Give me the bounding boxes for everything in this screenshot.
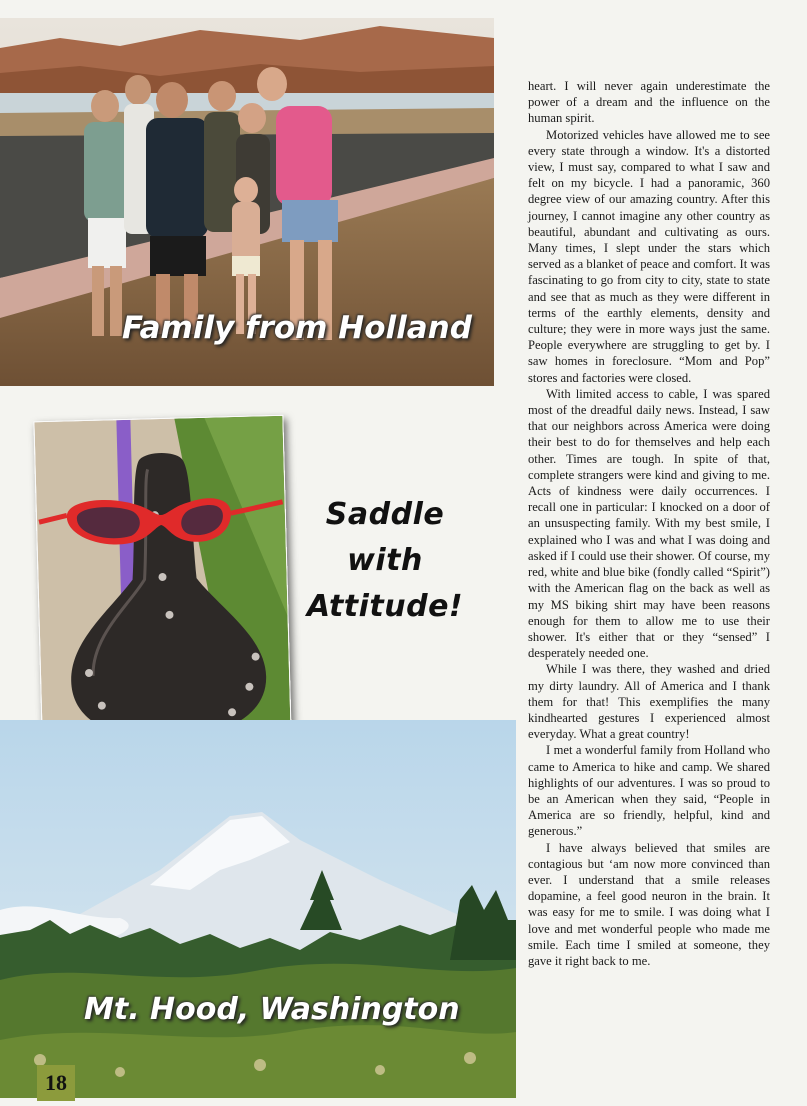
article-column xyxy=(528,78,770,969)
mountain-photo xyxy=(0,720,516,1098)
saddle-title xyxy=(300,492,470,630)
article-paragraph: I met a wonderful family from Holland who came to America to hike and camp. We shared highlights of our adventures. I was so proud to be an American when they said, “People in America are so friendly, helpful, kind and generous.” xyxy=(528,743,770,839)
family-caption: Family from Holland xyxy=(122,310,472,346)
article-paragraph: While I was there, they washed and dried my dirty laundry. All of America and I thank them for that! This exemplifies the many kindhearted gestures I experienced almost everyday. What a great country! xyxy=(528,662,770,742)
saddle-title-line1: Saddle xyxy=(325,497,445,532)
article-paragraph: With limited access to cable, I was spared most of the dreadful daily news. Instead, I saw that our neighbors across America were doing their best to do for themselves and help each other. Times are tough. In spite of that, complete strangers were kind and giving to me. Acts of kindness were daily occurrences. I recall one in particular: I knocked on a door of an unsuspecting family. With my best smile, I explained who I was and what I was doing and asked if I could use their shower. Of course, my red, white and blue bike (fondly called “Spirit”) with the American flag on the back as well as my MS biking shirt may have been reasons enough for them to allow me to use their shower. It's either that or they “sensed” I desperately needed one. xyxy=(528,386,770,661)
page-number: 18 xyxy=(37,1065,75,1101)
article-paragraph: heart. I will never again underestimate the power of a dream and the influence on the human spirit. xyxy=(528,79,770,126)
mountain-illustration xyxy=(0,720,516,1098)
saddle-title-line3: Attitude! xyxy=(306,589,464,624)
article-paragraph: Motorized vehicles have allowed me to see every state through a window. It's a distorted view, I must say, compared to what I saw and felt on my bicycle. I had a panoramic, 360 degree view of our amazing country. After this journey, I cannot imagine any other country as beautiful, abundant and cultivating as ours. Many times, I slept under the stars which served as a blanket of peace and comfort. It was fascinating to go from city to city, state to state and see that as much as they were different in terms of the earthly elements, density and culture; they were in more ways just the same. People everywhere are struggling to get by. I saw homes in foreclosure. “Mom and Pop” stores and factories were closed. xyxy=(528,127,770,385)
saddle-title-line2: with xyxy=(347,543,423,578)
article-paragraph: I have always believed that smiles are contagious but ‘am now more convinced than ever. I understand that a smile releases dopamine, a feel good neuron in the brain. It was easy for me to smile. I was doing what I love and met wonderful people who made me smile. Each time I smiled at someone, they gave it right back to me. xyxy=(528,840,770,968)
mountain-caption: Mt. Hood, Washington xyxy=(84,992,460,1027)
